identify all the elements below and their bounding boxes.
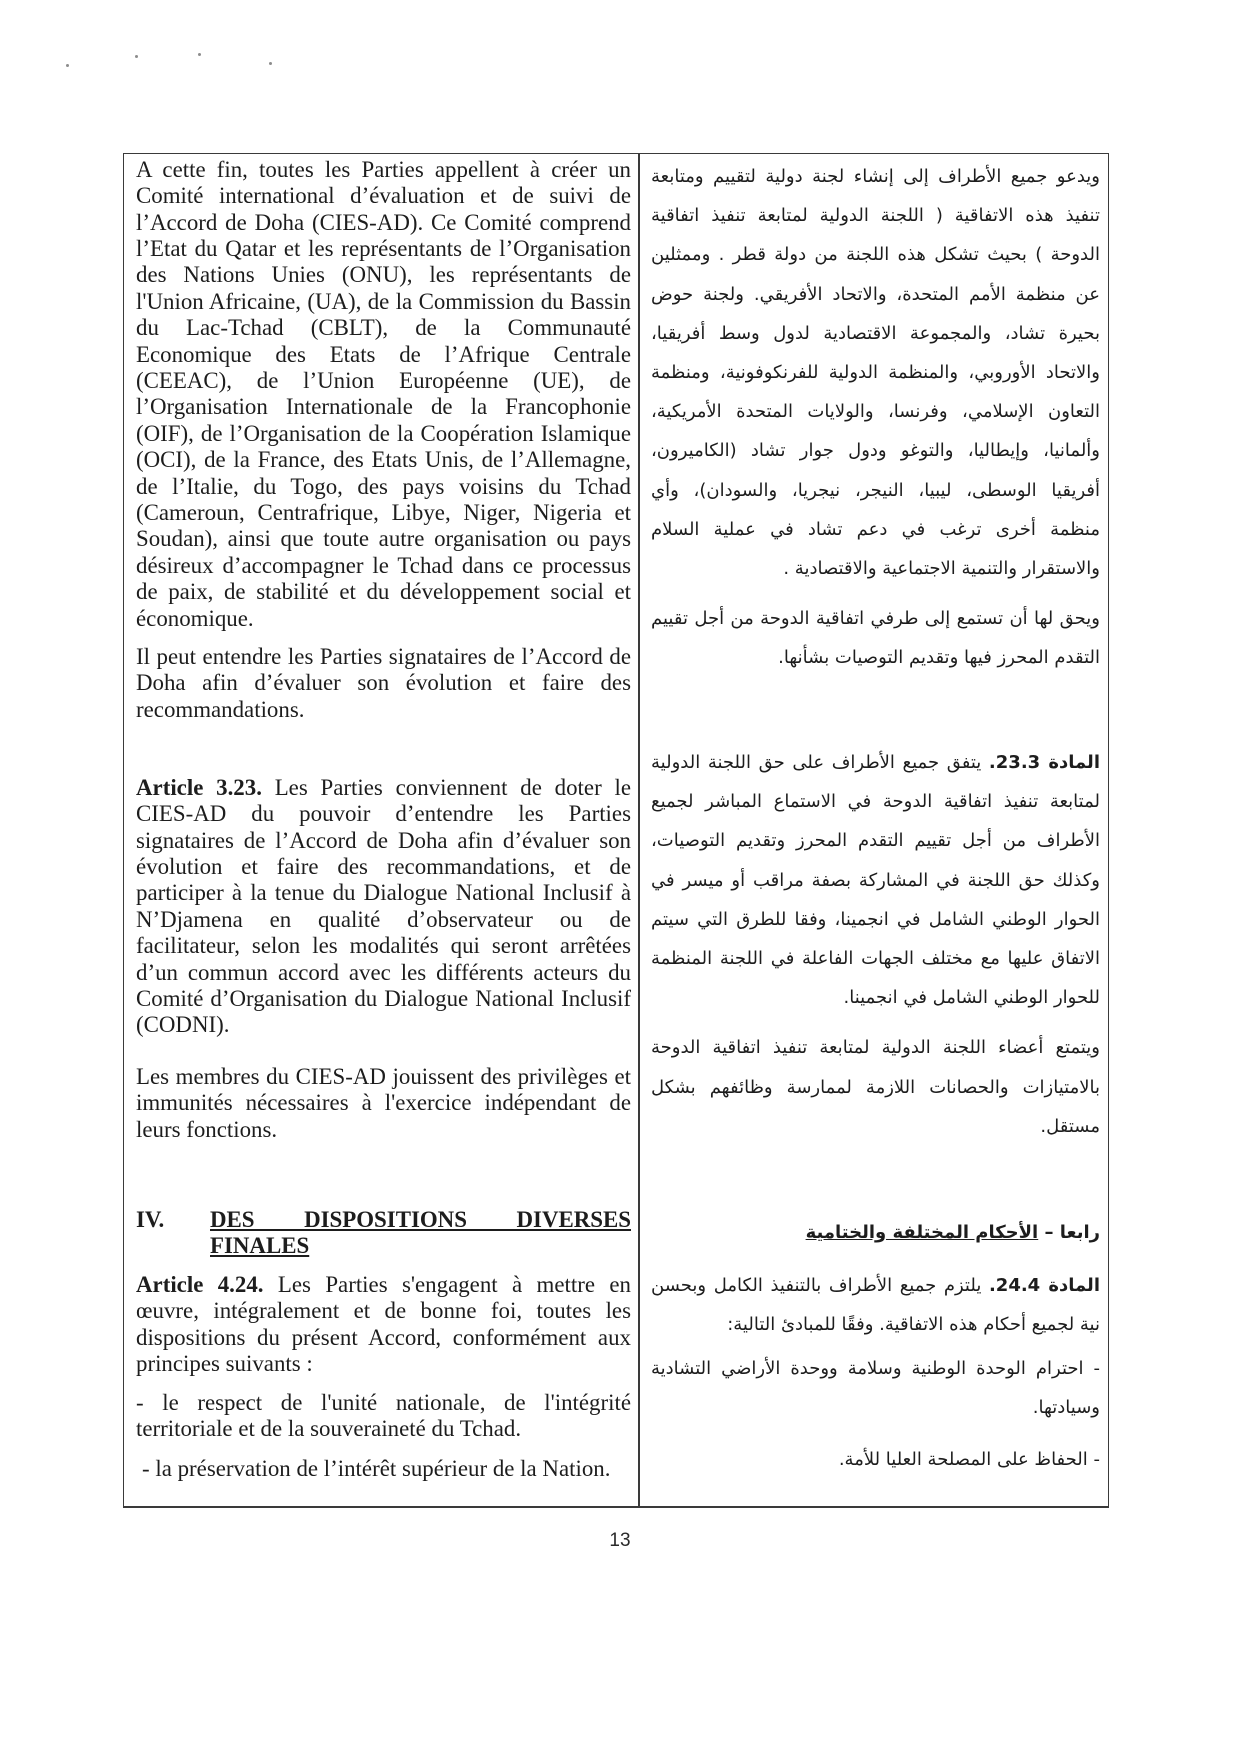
scan-speck [66,64,69,67]
article-label: Article 4.24. [136,1271,264,1297]
article-text: يتفق جميع الأطراف على حق اللجنة الدولية لمتابعة تنفيذ اتفاقية الدوحة في الاستماع المباشر لجميع الأطراف من أجل تقييم التقدم المحرز وتقديم التوصيات، وكذلك حق اللجنة في المشاركة بصفة مراقب أو ميسر في الحوار الوطني الشامل في انجمينا، وفقا للطرق التي سيتم الاتفاق عليها مع مختلف الجهات الفاعلة في اللجنة المنظمة للحوار الوطني الشامل في انجمينا. [651,752,1100,1009]
french-block-committee [136,157,631,723]
committee-paragraph-fr: A cette fin, toutes les Parties appellent à créer un Comité international d’évaluation et de suivi de l’Accord de Doha (CIES-AD). Ce Comité comprend l’Etat du Qatar et les représentants de l’Organisation des Nations Unies (ONU), les représentants de l'Union Africaine, (UA), de la Commission du Bassin du Lac-Tchad (CBLT), de la Communauté Economique des Etats de l’Afrique Centrale (CEEAC), de l’Union Européenne (UE), de l’Organisation Internationale de la Francophonie (OIF), de l’Organisation de la Coopération Islamique (OCI), de la France, des Etats Unis, de l’Allemagne, de l’Italie, du Togo, des pays voisins du Tchad (Cameroun, Centrafrique, Libye, Niger, Nigeria et Soudan), ainsi que toute autre organisation ou pays désireux d’accompagner le Tchad dans ce processus de paix, de stabilité et du développement social et économique. [136,156,631,631]
section-number: رابعا – [1044,1222,1100,1243]
scan-speck [135,55,138,58]
french-block-article-3-23 [136,775,631,1143]
article-label: المادة 23.3. [988,752,1100,773]
scan-speck [198,53,201,56]
principle-item-fr: - le respect de l'unité nationale, de l'intégrité territoriale et de la souveraineté du Tchad. [136,1389,631,1442]
arabic-block-section-iv [651,1213,1100,1479]
privileges-paragraph-ar: ويتمتع أعضاء اللجنة الدولية لمتابعة تنفيذ اتفاقية الدوحة بالامتيازات والحصانات اللازمة لممارسة وظائفهم بشكل مستقل. [651,1037,1100,1137]
committee-paragraph-ar: ويدعو جميع الأطراف إلى إنشاء لجنة دولية لتقييم ومتابعة تنفيذ هذه الاتفاقية ( اللجنة الدولية لمتابعة تنفيذ اتفاقية الدوحة ) بحيث تشكل هذه اللجنة من دولة قطر . وممثلين عن منظمة الأمم المتحدة، والاتحاد الأفريقي. ولجنة حوض بحيرة تشاد، والمجموعة الاقتصادية لدول وسط أفريقيا، والاتحاد الأوروبي، والمنظمة الدولية للفرنكوفونية، ومنظمة التعاون الإسلامي، وفرنسا، والولايات المتحدة الأمريكية، وألمانيا، وإيطاليا، والتوغو ودول جوار تشاد (الكاميرون، أفريقيا الوسطى، ليبيا، النيجر، نيجريا، والسودان)، وأي منظمة أخرى ترغب في دعم تشاد في عملية السلام والاستقرار والتنمية الاجتماعية والاقتصادية . [651,166,1100,580]
principle-item-ar: - الحفاظ على المصلحة العليا للأمة. [838,1448,1100,1470]
article-text: يلتزم جميع الأطراف بالتنفيذ الكامل وبحسن نية لجميع أحكام هذه الاتفاقية. وفقًا للمبادئ التالية: [651,1274,1100,1335]
article-3-23-ar [651,743,1100,1017]
hearing-paragraph-fr: Il peut entendre les Parties signataires de l’Accord de Doha afin d’évaluer son évolution et faire des recommandations. [136,643,631,722]
article-4-24-ar [651,1266,1100,1344]
section-heading-fr [136,1207,631,1260]
section-number: IV. [136,1206,165,1232]
privileges-paragraph-fr: Les membres du CIES-AD jouissent des privilèges et immunités nécessaires à l'exercice indépendant de leurs fonctions. [136,1063,631,1142]
hearing-paragraph-ar: ويحق لها أن تستمع إلى طرفي اتفاقية الدوحة من أجل تقييم التقدم المحرز فيها وتقديم التوصيات بشأنها. [651,608,1100,669]
article-3-23-fr [136,775,631,1039]
french-block-section-iv [136,1207,631,1482]
scan-speck [269,62,272,65]
principle-item-fr: - la préservation de l’intérêt supérieur de la Nation. [142,1455,611,1481]
section-heading-ar [651,1213,1100,1252]
principle-item-ar: - احترام الوحدة الوطنية وسلامة ووحدة الأراضي التشادية وسيادتها. [651,1358,1100,1419]
article-label: المادة 24.4. [988,1274,1100,1296]
page-number: 13 [609,1530,631,1551]
article-label: Article 3.23. [136,774,262,800]
arabic-block-committee [651,157,1100,678]
article-text: Les Parties s'engagent à mettre en œuvre, intégralement et de bonne foi, toutes les dispositions du présent Accord, conformément aux principes suivants : [136,1271,631,1377]
article-4-24-fr [136,1272,631,1378]
article-text: Les Parties conviennent de doter le CIES-AD du pouvoir d’entendre les Parties signataires de l’Accord de Doha afin d’évaluer son évolution et faire des recommandations, et de participer à la tenue du Dialogue National Inclusif à N’Djamena en qualité d’observateur ou de facilitateur, selon les modalités qui seront arrêtées d’un commun accord avec les différents acteurs du Comité d’Organisation du Dialogue National Inclusif (CODNI). [136,774,631,1038]
arabic-block-article-3-23 [651,743,1100,1146]
section-title: DES DISPOSITIONS DIVERSES FINALES [210,1206,631,1259]
section-title: الأحكام المختلفة والختامية [805,1222,1039,1243]
column-divider [638,153,640,1508]
